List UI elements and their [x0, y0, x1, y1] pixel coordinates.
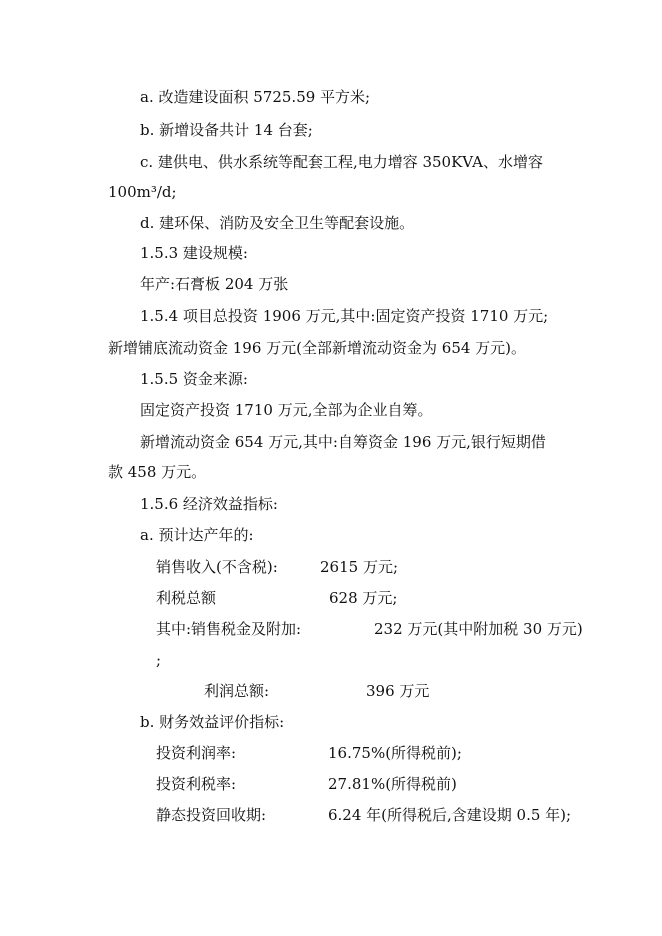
- funding-working-capital-line1: 新增流动资金 654 万元,其中:自筹资金 196 万元,银行短期借: [140, 433, 546, 451]
- section-1-5-4-line2: 新增铺底流动资金 196 万元(全部新增流动资金为 654 万元)。: [108, 339, 527, 357]
- indicator-a-label: a. 预计达产年的:: [140, 526, 254, 544]
- funding-working-capital-line2: 款 458 万元。: [108, 463, 207, 481]
- scope-item-d: d. 建环保、消防及安全卫生等配套设施。: [140, 214, 415, 232]
- scope-item-c-line2: 100m³/d;: [108, 183, 177, 201]
- annual-output: 年产:石膏板 204 万张: [140, 275, 289, 293]
- payback-period-value: 6.24 年(所得税后,含建设期 0.5 年);: [328, 806, 572, 824]
- payback-period-label: 静态投资回收期:: [156, 806, 267, 824]
- sales-tax-value: 232 万元(其中附加税 30 万元): [374, 620, 583, 638]
- profit-tax-total-value: 628 万元;: [329, 589, 398, 607]
- sales-revenue-value: 2615 万元;: [320, 558, 398, 576]
- funding-fixed-assets: 固定资产投资 1710 万元,全部为企业自筹。: [140, 401, 433, 419]
- indicator-b-label: b. 财务效益评价指标:: [140, 713, 285, 731]
- sales-revenue-label: 销售收入(不含税):: [156, 558, 278, 576]
- scope-item-b: b. 新增设备共计 14 台套;: [140, 121, 313, 139]
- scope-item-a: a. 改造建设面积 5725.59 平方米;: [140, 88, 371, 106]
- profit-tax-total-label: 利税总额: [156, 589, 217, 607]
- scope-item-c-line1: c. 建供电、供水系统等配套工程,电力增容 350KVA、水增容: [140, 153, 543, 171]
- return-on-tax-value: 27.81%(所得税前): [328, 775, 457, 793]
- section-1-5-4-line1: 1.5.4 项目总投资 1906 万元,其中:固定资产投资 1710 万元;: [140, 307, 549, 325]
- roi-value: 16.75%(所得税前);: [328, 744, 462, 762]
- return-on-tax-label: 投资利税率:: [156, 775, 237, 793]
- sales-tax-continuation: ;: [156, 651, 162, 669]
- section-1-5-6-heading: 1.5.6 经济效益指标:: [140, 495, 278, 513]
- roi-label: 投资利润率:: [156, 744, 237, 762]
- section-1-5-5-heading: 1.5.5 资金来源:: [140, 370, 248, 388]
- total-profit-label: 利润总额:: [204, 682, 270, 700]
- sales-tax-label: 其中:销售税金及附加:: [156, 620, 302, 638]
- total-profit-value: 396 万元: [366, 682, 430, 700]
- section-1-5-3-heading: 1.5.3 建设规模:: [140, 244, 248, 262]
